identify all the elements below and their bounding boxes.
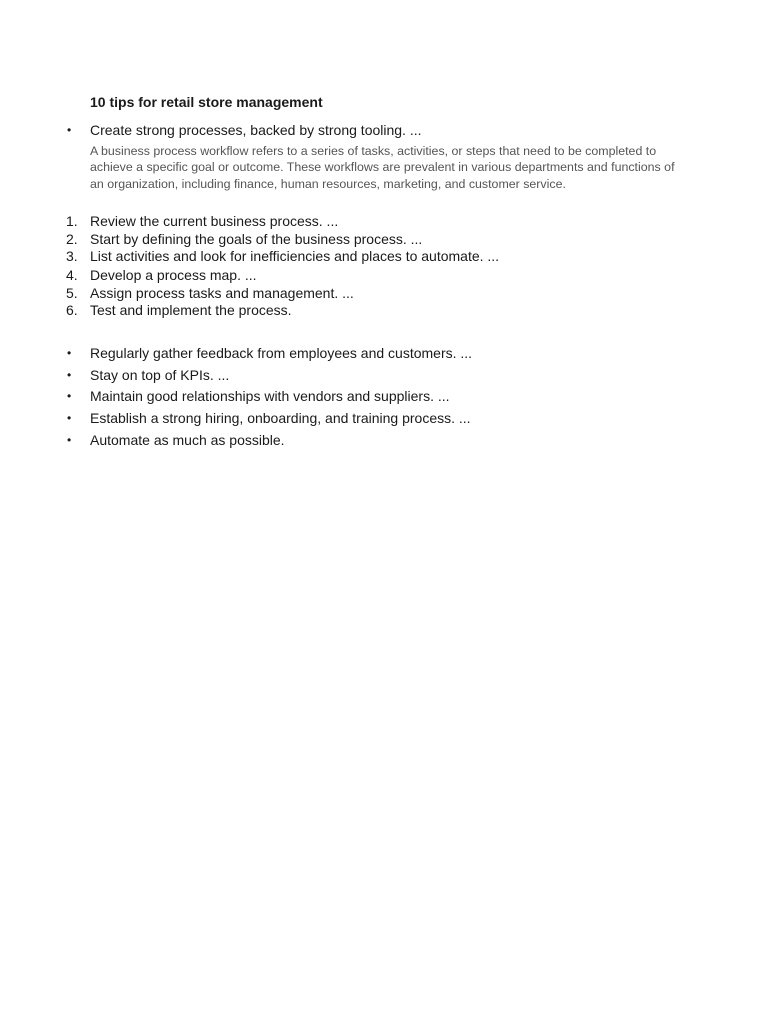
step-number: 2. <box>66 231 78 247</box>
step-text: Test and implement the process. <box>90 302 292 318</box>
tip-text: Stay on top of KPIs. ... <box>90 367 230 383</box>
step-number: 4. <box>66 267 78 283</box>
list-item <box>0 121 768 139</box>
bullet-icon: • <box>67 389 72 403</box>
step-number: 1. <box>66 213 78 229</box>
bullet-icon: • <box>67 123 72 137</box>
tip-text: Create strong processes, backed by strong tooling. ... <box>90 122 422 138</box>
tip-text: Regularly gather feedback from employees and customers. ... <box>90 345 473 361</box>
step-text: Develop a process map. ... <box>90 267 257 283</box>
document-title: 10 tips for retail store management <box>90 94 323 110</box>
tip-text: Maintain good relationships with vendors and suppliers. ... <box>90 388 450 404</box>
list-item <box>0 409 768 427</box>
list-item <box>0 431 768 449</box>
list-item <box>0 284 768 302</box>
step-number: 3. <box>66 248 78 264</box>
step-text: Start by defining the goals of the business process. ... <box>90 231 423 247</box>
step-text: Assign process tasks and management. ... <box>90 285 354 301</box>
tip-text: Automate as much as possible. <box>90 432 285 448</box>
tip-description: A business process workflow refers to a series of tasks, activities, or steps that need to be completed to achieve a specific goal or outcome. These workflows are prevalent in various departments and functions of an organization, including finance, human resources, marketing, and customer service. <box>90 144 675 191</box>
list-item <box>0 247 768 265</box>
list-item <box>0 366 768 384</box>
list-item <box>0 387 768 405</box>
step-text: Review the current business process. ... <box>90 213 339 229</box>
bullet-icon: • <box>67 368 72 382</box>
step-text: List activities and look for inefficiencies and places to automate. ... <box>90 248 500 264</box>
bullet-icon: • <box>67 346 72 360</box>
list-item <box>0 344 768 362</box>
tip-text: Establish a strong hiring, onboarding, and training process. ... <box>90 410 471 426</box>
list-item <box>0 301 768 319</box>
list-item <box>0 266 768 284</box>
bullet-icon: • <box>67 411 72 425</box>
bullet-icon: • <box>67 433 72 447</box>
list-item <box>0 230 768 248</box>
list-item <box>0 212 768 230</box>
step-number: 6. <box>66 302 78 318</box>
step-number: 5. <box>66 285 78 301</box>
